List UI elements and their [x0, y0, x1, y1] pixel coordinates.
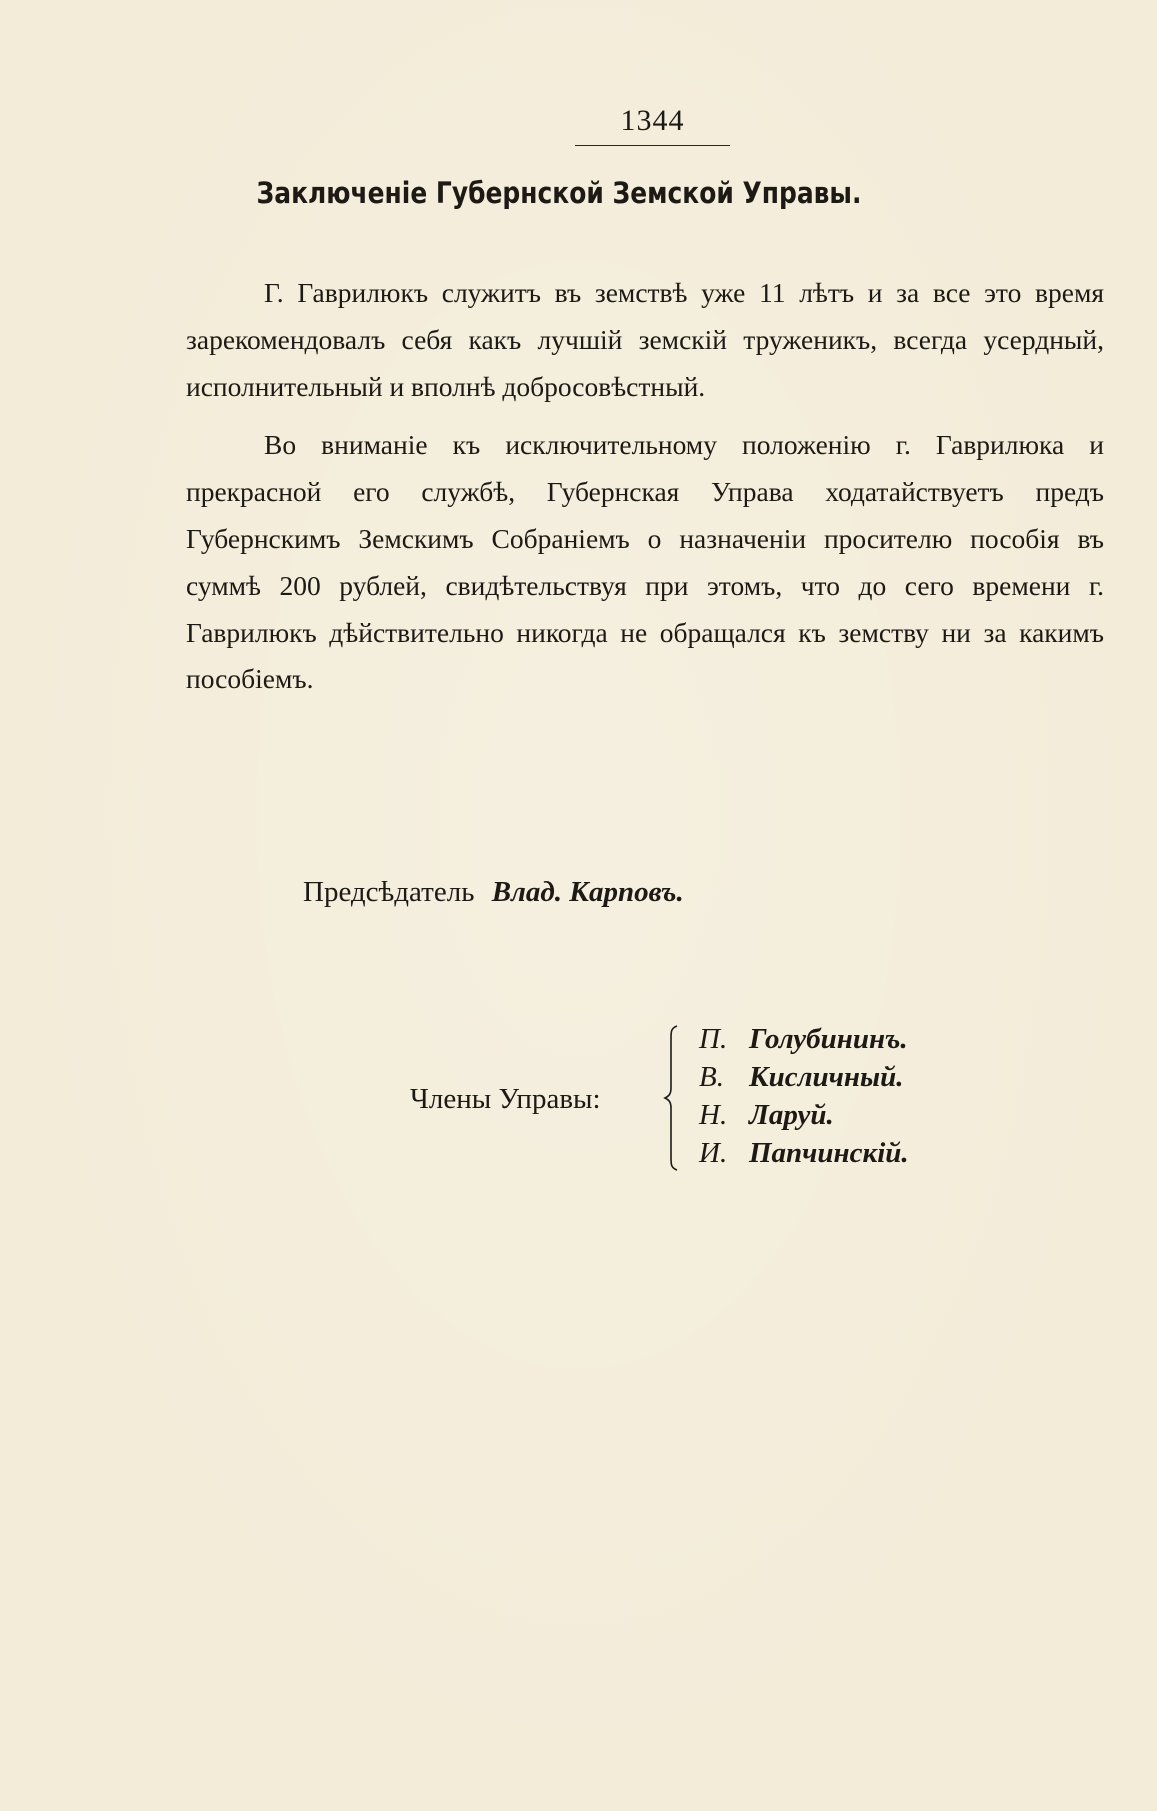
page-number-rule	[575, 145, 730, 146]
page-number: 1344	[620, 104, 685, 137]
member-2	[699, 1058, 909, 1096]
chairman-title: Предсѣдатель	[303, 876, 475, 908]
member-name: Ларуй.	[749, 1099, 834, 1131]
member-name: Голубининъ.	[749, 1023, 908, 1055]
section-heading: Заключеніе Губернской Земской Управы.	[256, 176, 862, 210]
member-4	[699, 1134, 909, 1172]
member-initial: Н.	[699, 1099, 728, 1131]
members-label: Члены Управы:	[410, 1083, 601, 1115]
member-name: Кисличный.	[749, 1061, 904, 1093]
chairman-signature-line	[303, 876, 684, 909]
chairman-signature: Влад. Карповъ.	[491, 876, 684, 908]
members-list	[699, 1020, 909, 1172]
body-text	[186, 270, 1104, 703]
member-1	[699, 1020, 909, 1058]
member-initial: И.	[699, 1137, 728, 1169]
members-brace	[663, 1024, 681, 1172]
paragraph-1: Г. Гаврилюкъ служитъ въ земствѣ уже 11 лѣтъ и за все это время зарекомендовалъ себя какъ лучшій земскій труженикъ, всегда усердный, исполнительный и вполнѣ добросовѣстный.	[186, 277, 1104, 402]
member-initial: П.	[699, 1023, 728, 1055]
member-3	[699, 1096, 909, 1134]
member-initial: В.	[699, 1061, 724, 1093]
member-name: Папчинскій.	[749, 1137, 909, 1169]
paragraph-2: Во вниманіе къ исключительному положенію г. Гаврилюка и прекрасной его службѣ, Губернская Управа ходатайствуетъ предъ Губернскимъ Земскимъ Собраніемъ о назначеніи просителю пособія въ суммѣ 200 рублей, свидѣтельствуя при этомъ, что до сего времени г. Гаврилюкъ дѣйствительно никогда не обращался къ земству ни за какимъ пособіемъ.	[186, 429, 1104, 695]
